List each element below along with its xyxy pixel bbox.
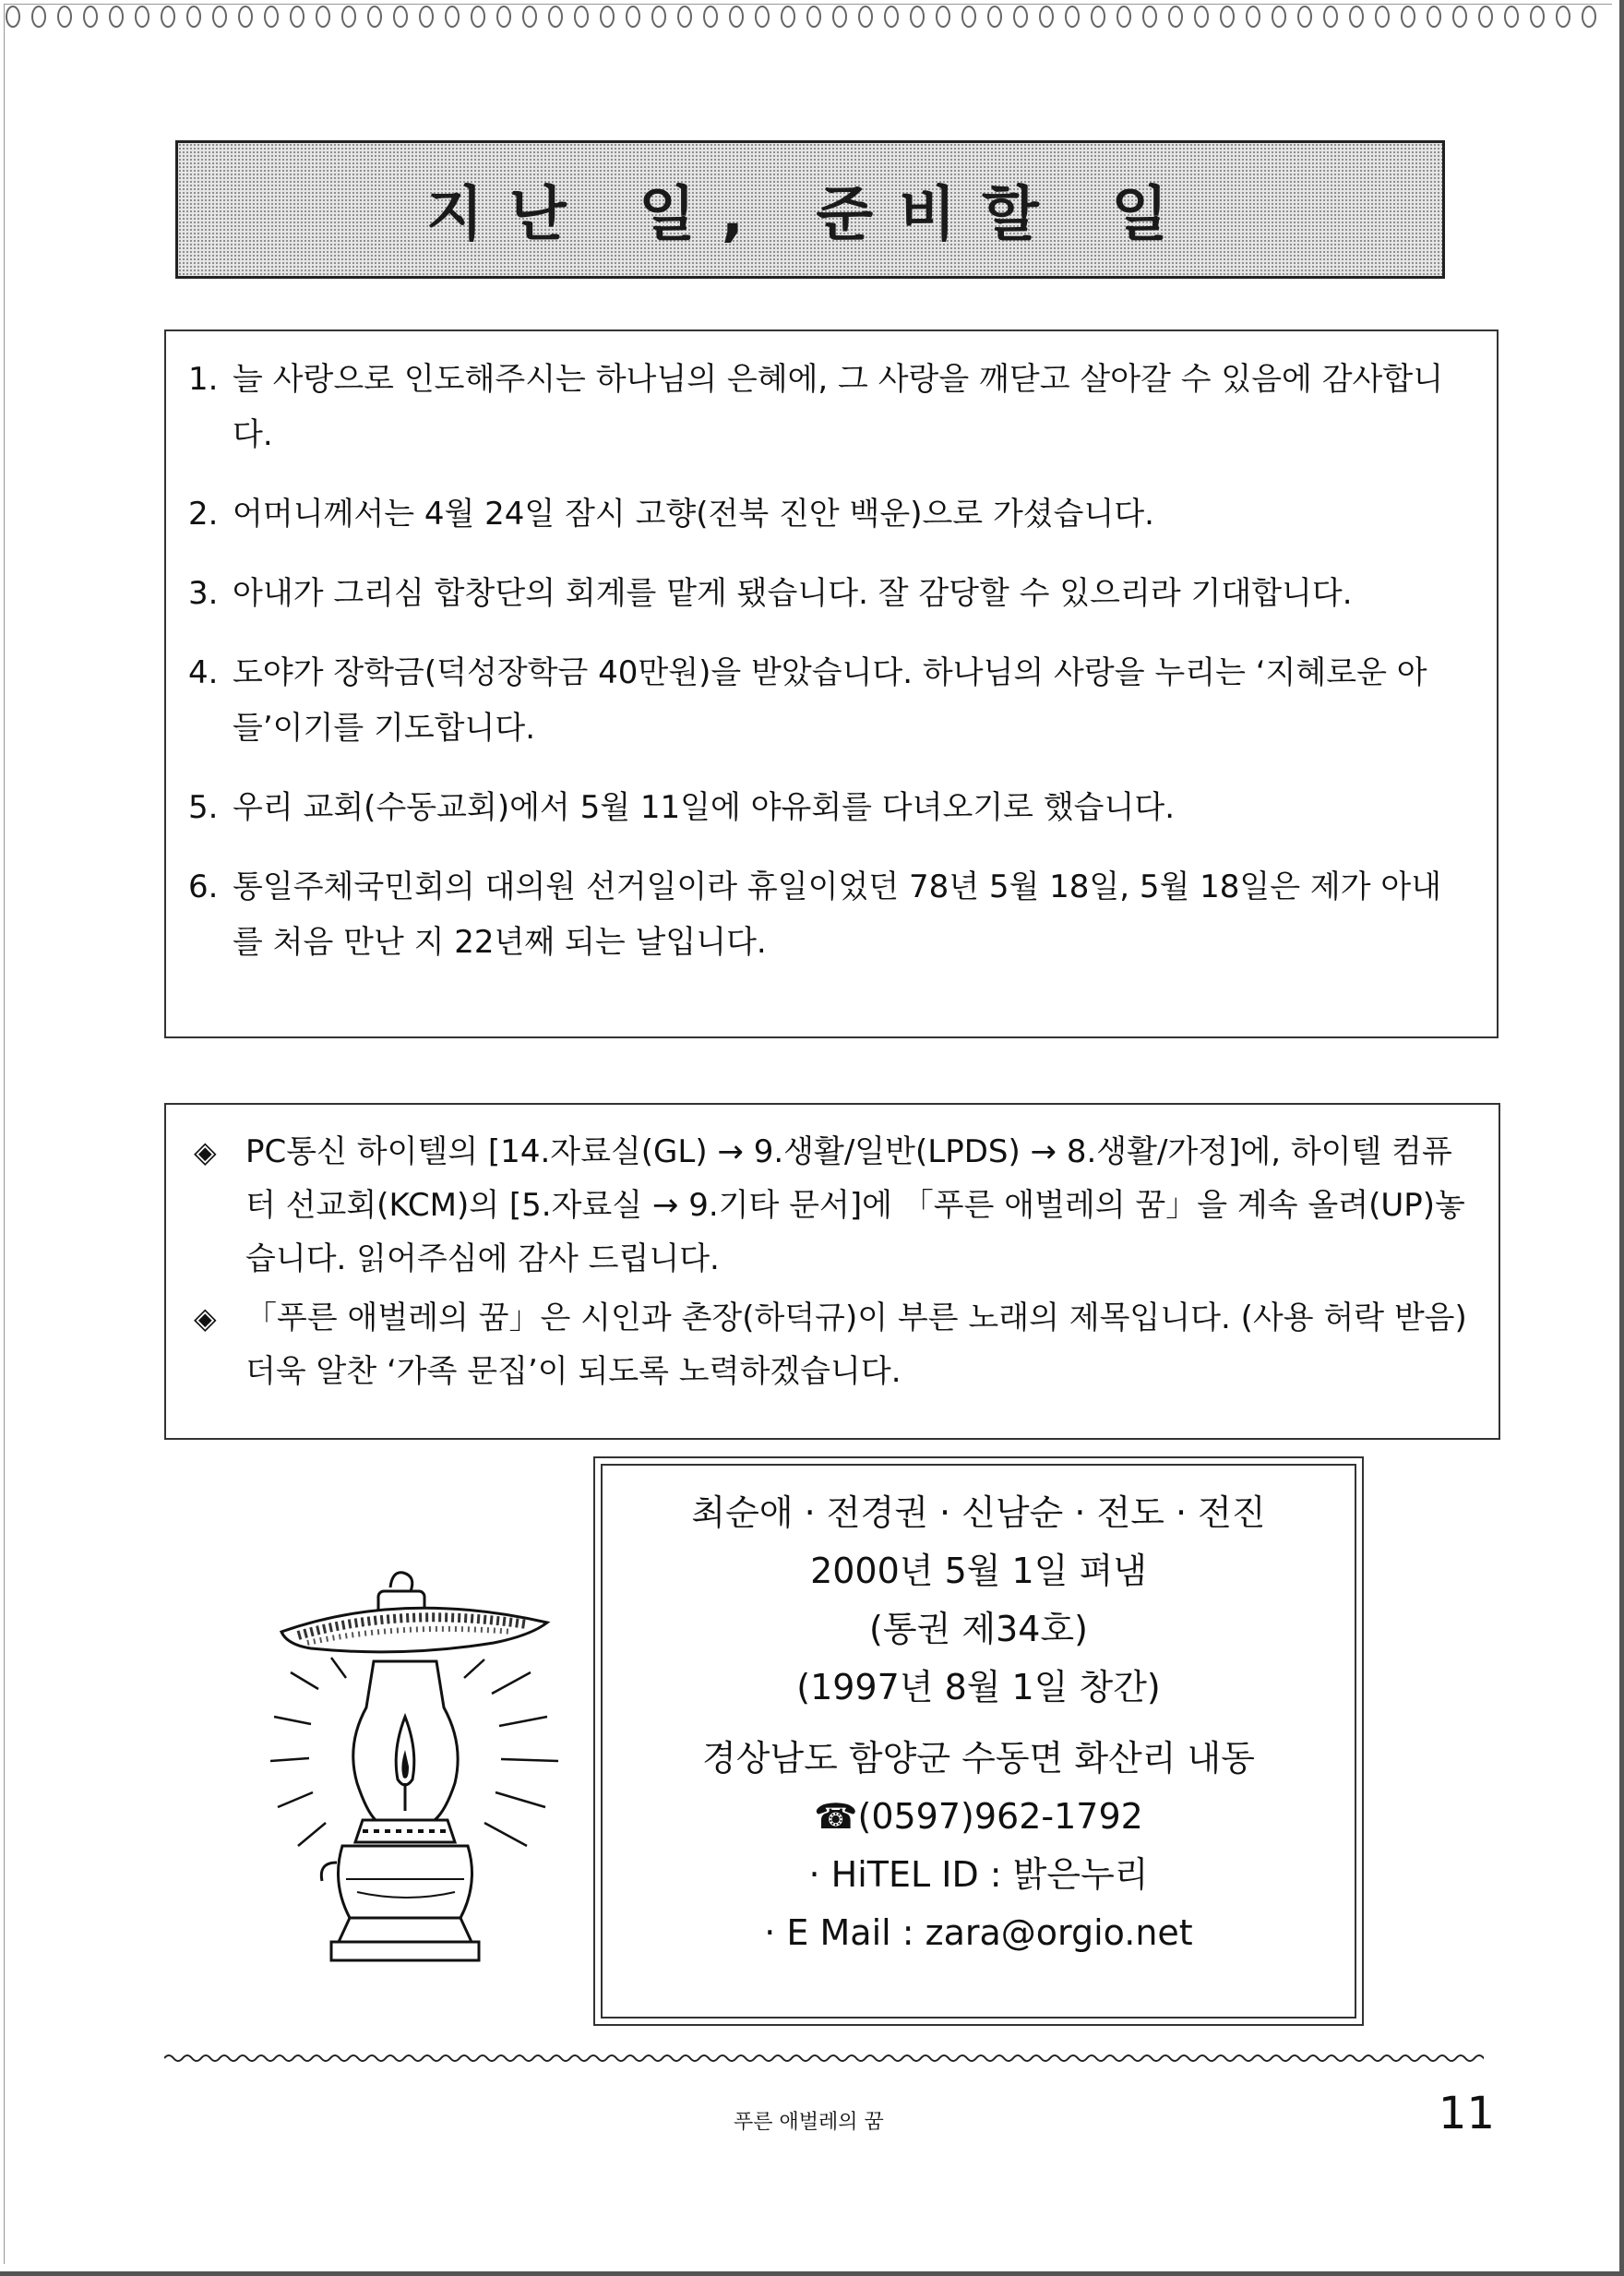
binding-ring: [988, 6, 1001, 27]
publication-info-box: [593, 1456, 1364, 2026]
binding-ring: [342, 6, 355, 27]
binding-ring: [911, 6, 924, 27]
spiral-binding: [0, 0, 1624, 37]
binding-ring: [368, 6, 381, 27]
list-item-text: 어머니께서는 4월 24일 잠시 고향(전북 진안 백운)으로 가셨습니다.: [233, 496, 1154, 533]
binding-ring: [213, 6, 226, 27]
binding-ring: [136, 6, 149, 27]
binding-ring: [1531, 6, 1544, 27]
binding-ring: [627, 6, 639, 27]
binding-ring: [549, 6, 562, 27]
notice-item: [194, 1125, 1476, 1286]
oil-lamp-icon: [254, 1569, 586, 2003]
binding-ring: [1324, 6, 1337, 27]
binding-ring: [1272, 6, 1285, 27]
binding-ring: [937, 6, 949, 27]
binding-ring: [1066, 6, 1079, 27]
list-item-text: 아내가 그리심 합창단의 회계를 맡게 됐습니다. 잘 감당할 수 있으리라 기대합니다.: [233, 575, 1353, 612]
binding-ring: [1143, 6, 1156, 27]
list-item: [188, 859, 1471, 970]
binding-ring: [316, 6, 329, 27]
binding-ring: [1221, 6, 1234, 27]
list-item-text: 늘 사랑으로 인도해주시는 하나님의 은혜에, 그 사랑을 깨닫고 살아갈 수 있음에 감사합니다.: [233, 361, 1444, 453]
binding-ring: [756, 6, 769, 27]
diamond-bullet-icon: ◈: [194, 1300, 217, 1336]
binding-ring: [1479, 6, 1492, 27]
phone-number: ☎(0597)962-1792: [814, 1796, 1143, 1837]
binding-ring: [84, 6, 97, 27]
list-item: [188, 486, 1471, 542]
binding-ring: [1350, 6, 1363, 27]
binding-ring: [1427, 6, 1440, 27]
hitel-id: · HiTEL ID : 밝은누리: [808, 1854, 1149, 1895]
binding-ring: [291, 6, 304, 27]
binding-ring: [420, 6, 433, 27]
list-item: [188, 780, 1471, 835]
binding-ring: [110, 6, 123, 27]
binding-ring: [1014, 6, 1027, 27]
list-item: [188, 566, 1471, 621]
publish-date: 2000년 5월 1일 펴냄: [810, 1551, 1147, 1591]
email-address: · E Mail : zara@orgio.net: [764, 1912, 1193, 1953]
binding-ring: [652, 6, 665, 27]
binding-ring: [187, 6, 200, 27]
page-number: 11: [1438, 2088, 1495, 2139]
binding-ring: [833, 6, 846, 27]
address: 경상남도 함양군 수동면 화산리 내동: [702, 1738, 1255, 1779]
list-item-text: 통일주체국민회의 대의원 선거일이라 휴일이었던 78년 5월 18일, 5월 18일은 제가 아내를 처음 만난 지 22년째 되는 날입니다.: [233, 868, 1442, 961]
binding-ring: [1092, 6, 1105, 27]
list-item-number: 1.: [188, 361, 219, 398]
binding-ring: [523, 6, 536, 27]
binding-ring: [1298, 6, 1311, 27]
binding-ring: [1402, 6, 1415, 27]
title-banner: [175, 140, 1445, 279]
binding-ring: [807, 6, 820, 27]
notice-text: PC통신 하이텔의 [14.자료실(GL) → 9.생활/일반(LPDS) → 8.생활/가정]에, 하이텔 컴퓨터 선교회(KCM)의 [5.자료실 → 9.기타 문서]에 「푸른 애벌레의 꿈」을 계속 올려(UP)놓습니다. 읽어주심에 감사 드립니다.: [245, 1133, 1465, 1277]
notice-box: [164, 1103, 1500, 1440]
news-list-box: [164, 329, 1499, 1038]
binding-ring: [730, 6, 743, 27]
binding-ring: [6, 6, 19, 27]
list-item: [188, 645, 1471, 756]
list-item-number: 6.: [188, 868, 219, 905]
binding-ring: [32, 6, 45, 27]
list-item: [188, 352, 1471, 462]
wavy-divider: [164, 2051, 1484, 2066]
binding-ring: [1505, 6, 1518, 27]
binding-ring: [885, 6, 898, 27]
binding-ring: [497, 6, 510, 27]
binding-ring: [859, 6, 872, 27]
binding-ring: [678, 6, 691, 27]
binding-ring: [58, 6, 71, 27]
list-item-number: 4.: [188, 654, 219, 691]
binding-ring: [446, 6, 459, 27]
binding-ring: [704, 6, 717, 27]
list-item-text: 우리 교회(수동교회)에서 5월 11일에 야유회를 다녀오기로 했습니다.: [233, 789, 1176, 826]
binding-ring: [1117, 6, 1130, 27]
binding-ring: [1582, 6, 1595, 27]
binding-ring: [1247, 6, 1260, 27]
footer-publication-title: 푸른 애벌레의 꿈: [734, 2111, 884, 2134]
binding-ring: [782, 6, 794, 27]
binding-ring: [472, 6, 484, 27]
binding-ring: [1453, 6, 1466, 27]
page-title: 지난 일, 준비할 일: [426, 181, 1194, 249]
binding-ring: [1195, 6, 1208, 27]
binding-ring: [265, 6, 278, 27]
notice-text: 「푸른 애벌레의 꿈」은 시인과 촌장(하덕규)이 부른 노래의 제목입니다. (사용 허락 받음) 더욱 알찬 ‘가족 문집’이 되도록 노력하겠습니다.: [245, 1300, 1467, 1390]
binding-ring: [962, 6, 975, 27]
binding-ring: [239, 6, 252, 27]
binding-ring: [1376, 6, 1389, 27]
binding-ring: [1040, 6, 1053, 27]
binding-ring: [601, 6, 614, 27]
binding-ring: [1557, 6, 1570, 27]
publication-info-frame: [601, 1464, 1356, 2018]
diamond-bullet-icon: ◈: [194, 1134, 217, 1169]
volume-number: (통권 제34호): [869, 1609, 1088, 1649]
list-item-number: 3.: [188, 575, 219, 612]
binding-ring: [1169, 6, 1182, 27]
founding-date: (1997년 8월 1일 창간): [796, 1667, 1161, 1707]
binding-ring: [161, 6, 174, 27]
notice-item: [194, 1291, 1476, 1398]
list-item-text: 도야가 장학금(덕성장학금 40만원)을 받았습니다. 하나님의 사랑을 누리는 ‘지혜로운 아들’이기를 기도합니다.: [233, 654, 1427, 747]
binding-ring: [394, 6, 407, 27]
list-item-number: 5.: [188, 789, 219, 826]
authors: 최순애 · 전경권 · 신남순 · 전도 · 전진: [691, 1492, 1266, 1533]
binding-ring: [575, 6, 588, 27]
list-item-number: 2.: [188, 496, 219, 533]
